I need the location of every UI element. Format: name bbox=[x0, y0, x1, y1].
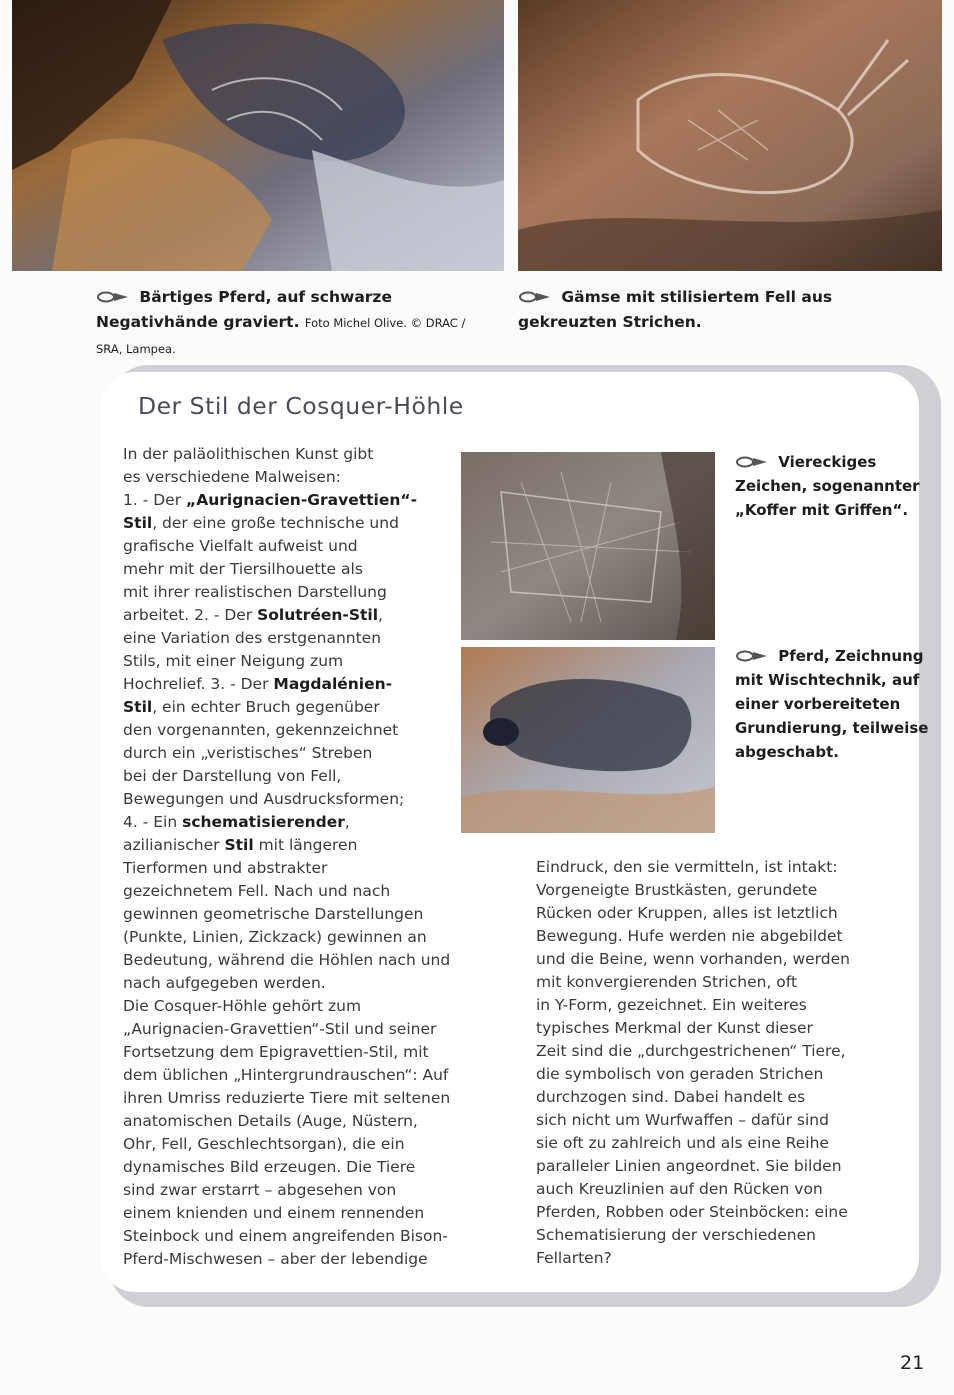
caption-bearded-horse bbox=[96, 285, 486, 362]
box-text-right-column: Eindruck, den sie vermitteln, ist intakt: Vorgeneigte Brustkästen, gerundete Rücken oder Kruppen, alles ist letztlich Bewegung. Hufe werden nie abgebildet und die Beine, wenn vorhanden, werden mit konvergierenden Strichen, oft in Y-Form, gezeichnet. Ein weiteres typisches Merkmal der Kunst dieser Zeit sind die „durchgestrichenen“ Tiere, die symbolisch von geraden Strichen durchzogen sind. Dabei handelt es sich nicht um Wurfwaffen – dafür sind sie oft zu zahlreich und als eine Reihe paralleler Linien angeordnet. Sie bilden auch Kreuzlinien auf den Rücken von Pferden, Robben oder Steinböcken: eine Schematisierung der verschiedenen Fellarten? bbox=[536, 858, 850, 1267]
page-number: 21 bbox=[900, 1352, 925, 1374]
photo-bearded-horse bbox=[12, 0, 504, 271]
emphasized-term: schematisierender bbox=[182, 813, 345, 831]
body-text: , ein echter Bruch gegenüber den vorgenannten, gekennzeichnet durch ein „veristisches“ Streben bei der Darstellung von Fell, Bewegungen und Ausdrucksformen; 4. - Ein bbox=[123, 698, 405, 831]
body-text: , azilianischer bbox=[123, 813, 350, 854]
caption-photo-credit: Foto Michel Olive. © DRAC / SRA, Lampea. bbox=[96, 316, 466, 356]
emphasized-term: Stil bbox=[224, 836, 254, 854]
body-text: mit längeren Tierformen und abstrakter gezeichnetem Fell. Nach und nach gewinnen geometrische Darstellungen (Punkte, Linien, Zickzack) gewinnen an Bedeutung, während die Höhlen nach und nach aufgegeben werden. Die Cosquer-Höhle gehört zum „Aurignacien-Gravettien“-Stil und seiner Fortsetzung dem Epigravettien-Stil, mit dem üblichen „Hintergrundrauschen“: Auf ihren Umriss reduzierte Tiere mit seltenen anatomischen Details (Auge, Nüstern, Ohr, Fell, Geschlechtsorgan), die ein dynamisches Bild erzeugen. Die Tiere sind zwar erstarrt – abgesehen von einem knienden und einem rennenden Steinbock und einem angreifenden Bison- Pferd-Mischwesen – aber der lebendige bbox=[123, 836, 451, 1268]
box-title: Der Stil der Cosquer-Höhle bbox=[138, 392, 464, 420]
arrow-bullet-icon bbox=[96, 291, 130, 303]
body-text: , der eine große technische und grafische Vielfalt aufweist und mehr mit der Tiersilhouette als mit ihrer realistischen Darstellung arbeitet. 2. - Der bbox=[123, 514, 399, 624]
emphasized-term: „Aurignacien-Gravettien“- Stil bbox=[123, 491, 418, 532]
body-text: In der paläolithischen Kunst gibt es verschiedene Malweisen: 1. - Der bbox=[123, 445, 374, 509]
photo-chamois bbox=[518, 0, 942, 271]
emphasized-term: Solutréen-Stil bbox=[257, 606, 379, 624]
caption-square-sign bbox=[735, 450, 935, 522]
photo-horse-wipe-technique bbox=[461, 647, 715, 833]
arrow-bullet-icon bbox=[518, 291, 552, 303]
caption-square-sign-text: Viereckiges Zeichen, sogenannter „Koffer mit Griffen“. bbox=[735, 453, 920, 519]
caption-chamois-text: Gämse mit stilisiertem Fell aus gekreuzten Strichen. bbox=[518, 288, 833, 331]
arrow-bullet-icon bbox=[735, 456, 769, 468]
caption-chamois bbox=[518, 285, 908, 335]
emphasized-term: Magdalénien- Stil bbox=[123, 675, 393, 716]
caption-horse-wipe bbox=[735, 644, 935, 764]
caption-horse-wipe-text: Pferd, Zeichnung mit Wischtechnik, auf einer vorbereiteten Grundierung, teilweise abgeschabt. bbox=[735, 647, 929, 761]
photo-square-sign bbox=[461, 452, 715, 640]
caption-bearded-horse-text: Bärtiges Pferd, auf schwarze Negativhände graviert. bbox=[96, 288, 392, 331]
arrow-bullet-icon bbox=[735, 650, 769, 662]
body-text: , eine Variation des erstgenannten Stils, mit einer Neigung zum Hochrelief. 3. - Der bbox=[123, 606, 383, 693]
box-text-left-column bbox=[123, 443, 503, 1271]
